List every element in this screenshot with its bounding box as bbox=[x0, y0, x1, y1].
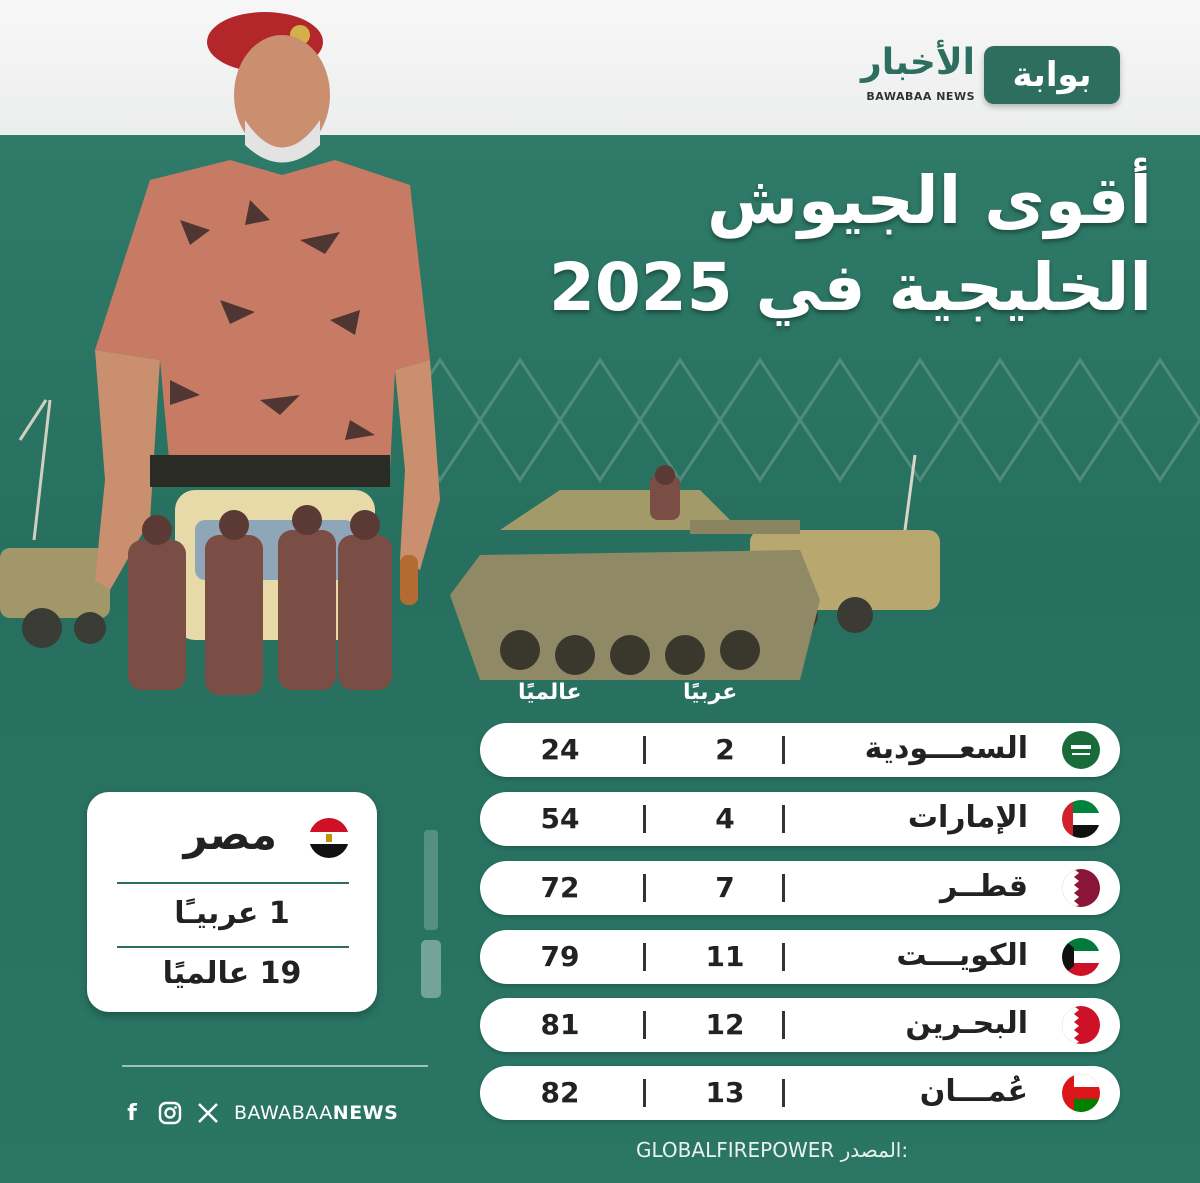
country-name: البحـرين bbox=[905, 1006, 1028, 1041]
world-rank: 79 bbox=[540, 940, 580, 973]
title-line-2: الخليجية في 2025 bbox=[548, 248, 1152, 326]
world-rank: 82 bbox=[540, 1076, 580, 1109]
egypt-arab-rank: 1 عربيـًا bbox=[174, 896, 290, 931]
divider bbox=[782, 805, 785, 833]
world-rank: 72 bbox=[540, 871, 580, 904]
arab-rank: 2 bbox=[715, 733, 735, 766]
country-name: قطــر bbox=[939, 869, 1028, 904]
instagram-icon[interactable] bbox=[158, 1101, 182, 1125]
footer-divider bbox=[122, 1065, 428, 1067]
social-handle[interactable] bbox=[234, 1102, 398, 1124]
decorative-pattern bbox=[400, 330, 1200, 510]
logo-subtitle: BAWABAA NEWS bbox=[866, 90, 975, 103]
uae-flag-icon bbox=[1062, 800, 1100, 838]
page-title bbox=[512, 160, 1152, 332]
egypt-flag-icon bbox=[309, 818, 349, 858]
divider bbox=[643, 1011, 646, 1039]
divider bbox=[782, 736, 785, 764]
ranking-row-uae bbox=[480, 792, 1120, 846]
world-rank: 54 bbox=[540, 802, 580, 835]
social-links bbox=[120, 1098, 398, 1128]
watermark-logo bbox=[418, 830, 444, 1000]
qatar-flag-icon bbox=[1062, 869, 1100, 907]
world-rank: 81 bbox=[540, 1008, 580, 1041]
title-line-1: أقوى الجيوش bbox=[706, 162, 1152, 239]
facebook-icon[interactable]: f bbox=[127, 1100, 137, 1126]
divider bbox=[782, 1011, 785, 1039]
oman-flag-icon bbox=[1062, 1074, 1100, 1112]
handle-suffix: NEWS bbox=[332, 1102, 399, 1124]
egypt-world-rank: 19 عالميًا bbox=[162, 956, 302, 991]
ranking-row-saudi bbox=[480, 723, 1120, 777]
divider bbox=[782, 1079, 785, 1107]
arab-rank: 4 bbox=[715, 802, 735, 835]
divider bbox=[643, 943, 646, 971]
divider bbox=[782, 943, 785, 971]
x-icon[interactable] bbox=[196, 1101, 220, 1125]
brand-logo bbox=[860, 42, 1120, 112]
arab-rank: 7 bbox=[715, 871, 735, 904]
column-header-world: عالميًا bbox=[518, 680, 582, 705]
world-rank: 24 bbox=[540, 733, 580, 766]
bahrain-flag-icon bbox=[1062, 1006, 1100, 1044]
divider bbox=[782, 874, 785, 902]
ranking-row-qatar bbox=[480, 861, 1120, 915]
divider bbox=[117, 946, 349, 948]
ranking-row-kuwait bbox=[480, 930, 1120, 984]
handle-prefix: BAWABAA bbox=[234, 1102, 333, 1124]
egypt-name: مصر bbox=[183, 810, 277, 859]
ranking-row-oman bbox=[480, 1066, 1120, 1120]
divider bbox=[643, 805, 646, 833]
column-header-arab: عربيًا bbox=[683, 680, 738, 705]
source-credit bbox=[636, 1138, 908, 1162]
country-name: الكويـــت bbox=[896, 938, 1028, 973]
country-name: عُمـــان bbox=[919, 1074, 1028, 1109]
arab-rank: 12 bbox=[705, 1008, 745, 1041]
source-value: GLOBALFIREPOWER bbox=[636, 1138, 835, 1162]
saudi-flag-icon bbox=[1062, 731, 1100, 769]
ranking-row-bahrain bbox=[480, 998, 1120, 1052]
logo-box-text: بوابة bbox=[984, 46, 1120, 104]
divider bbox=[643, 736, 646, 764]
divider bbox=[117, 882, 349, 884]
arab-rank: 11 bbox=[705, 940, 745, 973]
source-label: المصدر: bbox=[840, 1138, 909, 1162]
arab-rank: 13 bbox=[705, 1076, 745, 1109]
divider bbox=[643, 874, 646, 902]
country-name: الإمارات bbox=[907, 800, 1028, 835]
logo-word-text: الأخبار bbox=[860, 42, 975, 83]
divider bbox=[643, 1079, 646, 1107]
egypt-card bbox=[87, 792, 377, 1012]
country-name: السعـــودية bbox=[864, 731, 1028, 766]
kuwait-flag-icon bbox=[1062, 938, 1100, 976]
